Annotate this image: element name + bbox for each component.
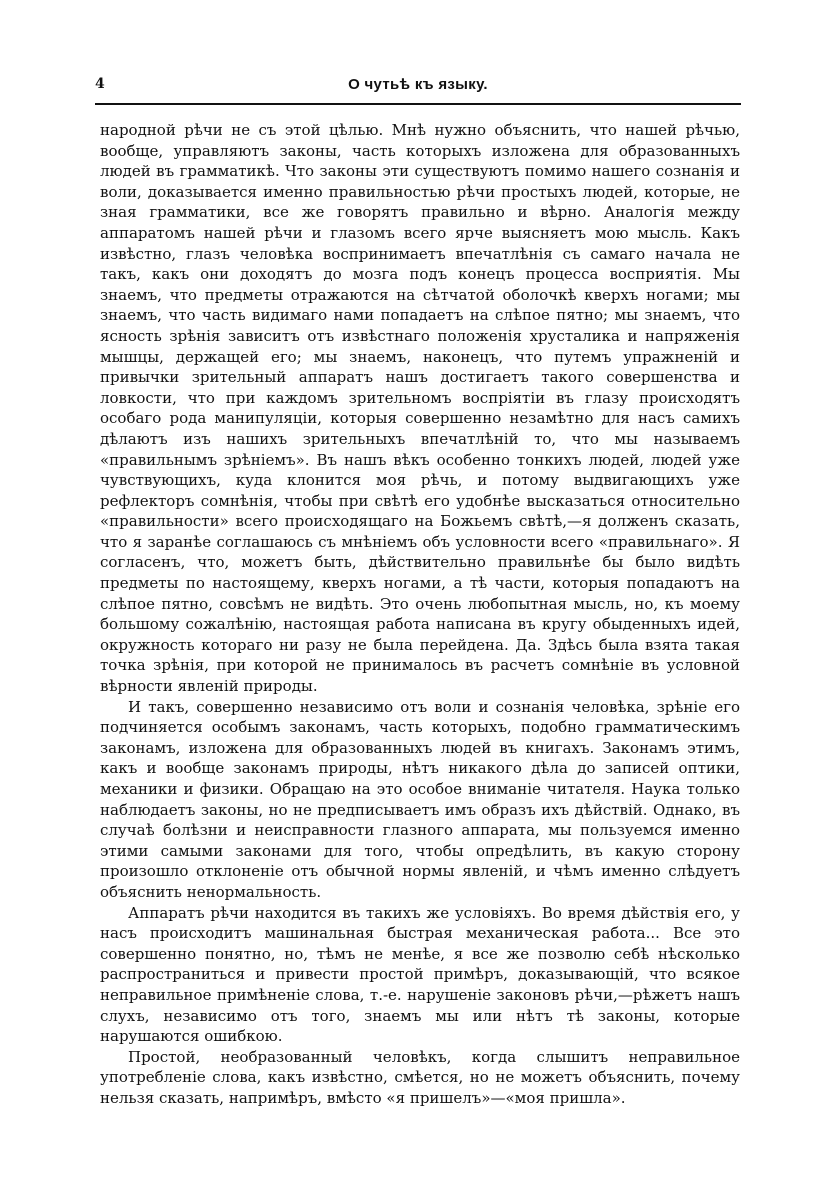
body-text xyxy=(100,120,740,1109)
page-header xyxy=(95,76,741,100)
paragraph: И такъ, совершенно независимо отъ воли и сознанія человѣка, зрѣніе его подчиняется особымъ законамъ, часть которыхъ, подобно грамматическимъ законамъ, изложена для образованныхъ людей въ книгахъ. Законамъ этимъ, какъ и вообще законамъ природы, нѣтъ никакого дѣла до записей оптики, механики и физики. Обращаю на это особое вниманіе читателя. Наука только наблюдаетъ законы, но не предписываетъ имъ образъ ихъ дѣйствій. Однако, въ случаѣ болѣзни и неисправности глазного аппарата, мы пользуемся именно этими самыми законами для того, чтобы опредѣлить, въ какую сторону произошло отклоненіе отъ обычной нормы явленій, и чѣмъ именно слѣдуетъ объяснить ненормальность. xyxy=(100,697,740,901)
paragraph-continued: народной рѣчи не съ этой цѣлью. Мнѣ нужно объяснить, что нашей рѣчью, вообще, управляютъ законы, часть которыхъ изложена для образованныхъ людей въ грамматикѣ. Что законы эти существуютъ помимо нашего сознанія и воли, доказывается именно правильностью рѣчи простыхъ людей, которые, не зная грамматики, все же говорятъ правильно и вѣрно. Аналогія между аппаратомъ нашей рѣчи и глазомъ всего ярче выясняетъ мою мысль. Какъ извѣстно, глазъ человѣка воспринимаетъ впечатлѣнія съ самаго начала не такъ, какъ они доходятъ до мозга подъ конецъ процесса восприятія. Мы знаемъ, что предметы отражаются на сѣтчатой оболочкѣ кверхъ ногами; мы знаемъ, что часть видимаго нами попадаетъ на слѣпое пятно; мы знаемъ, что ясность зрѣнія зависитъ отъ извѣстнаго положенія хрусталика и напряженія мышцы, держащей его; мы знаемъ, наконецъ, что путемъ упражненій и привычки зрительный аппаратъ нашъ достигаетъ такого совершенства и ловкости, что при каждомъ зрительномъ воспріятіи въ глазу происходятъ особаго рода манипуляціи, которыя совершенно незамѣтно для насъ самихъ дѣлаютъ изъ нашихъ зрительныхъ впечатлѣній то, что мы называемъ «правильнымъ зрѣніемъ». Въ нашъ вѣкъ особенно тонкихъ людей, людей уже чувствующихъ, куда клонится моя рѣчь, и потому выдвигающихъ уже рефлекторъ сомнѣнія, чтобы при свѣтѣ его удобнѣе высказаться относительно «правильности» всего происходящаго на Божьемъ свѣтѣ,—я долженъ сказать, что я заранѣе соглашаюсь съ мнѣніемъ объ условности всего «правильнаго». Я согласенъ, что, можетъ быть, дѣйствительно правильнѣе бы было видѣть предметы по настоящему, кверхъ ногами, а тѣ части, которыя попадаютъ на слѣпое пятно, совсѣмъ не видѣть. Это очень любопытная мысль, но, къ моему большому сожалѣнію, настоящая работа написана въ кругу обыденныхъ идей, окружность котораго ни разу не была перейдена. Да. Здѣсь была взята такая точка зрѣнія, при которой не принималось въ расчетъ сомнѣніе въ условной вѣрности явленій природы. xyxy=(100,121,740,696)
paragraph: Простой, необразованный человѣкъ, когда слышитъ неправильное употребленіе слова, какъ извѣстно, смѣется, но не можетъ объяснить, почему нельзя сказать, напримѣръ, вмѣсто «я пришелъ»—«моя пришла». xyxy=(100,1047,740,1107)
header-rule xyxy=(95,103,741,105)
paragraph: Аппаратъ рѣчи находится въ такихъ же условіяхъ. Во время дѣйствія его, у насъ происходитъ машинальная быстрая механическая работа... Все это совершенно понятно, но, тѣмъ не менѣе, я все же позволю себѣ нѣсколько распространиться и привести простой примѣръ, доказывающій, что всякое неправильное примѣненіе слова, т.-е. нарушеніе законовъ рѣчи,—рѣжетъ нашъ слухъ, независимо отъ того, знаемъ мы или нѣтъ тѣ законы, которые нарушаются ошибкою. xyxy=(100,903,740,1046)
running-title: О чутьѣ къ языку. xyxy=(348,76,488,93)
page-number: 4 xyxy=(95,76,105,92)
